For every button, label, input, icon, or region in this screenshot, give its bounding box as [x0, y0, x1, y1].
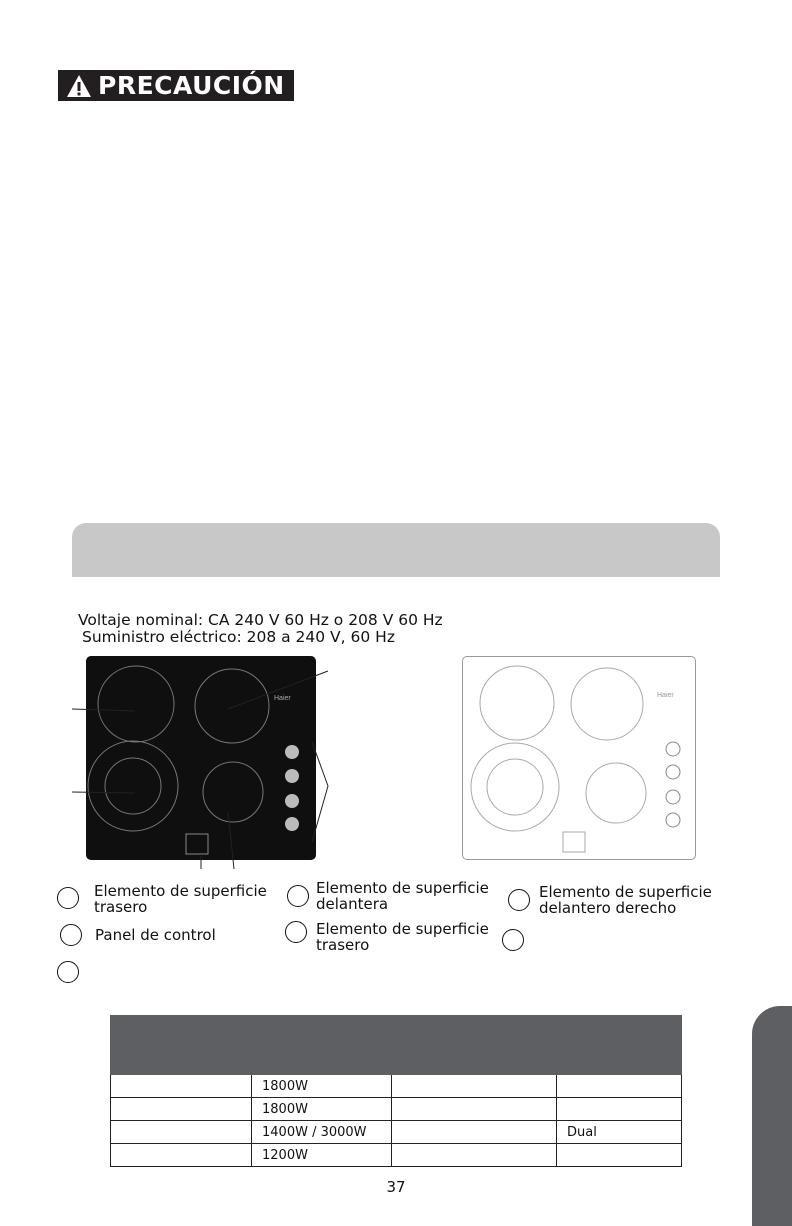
legend-item-2: Elemento de superficie delantera — [316, 879, 489, 913]
legend-item-1: Elemento de superficie trasero — [94, 882, 267, 916]
legend-marker-3 — [508, 889, 530, 911]
table-row: 1800W — [111, 1075, 682, 1098]
legend-marker-7 — [57, 961, 79, 983]
table-header — [111, 1016, 682, 1075]
rated-voltage: Voltaje nominal: CA 240 V 60 Hz o 208 V 60 Hz — [78, 611, 443, 629]
legend-marker-1 — [57, 887, 79, 909]
svg-text:Haier: Haier — [657, 692, 674, 699]
table-row: 1200W — [111, 1144, 682, 1167]
table-row: 1800W — [111, 1098, 682, 1121]
legend-marker-5 — [285, 921, 307, 943]
legend-marker-2 — [287, 885, 309, 907]
legend-item-4: Panel de control — [95, 926, 216, 944]
legend-item-3: Elemento de superficie delantero derecho — [539, 883, 712, 917]
table-row: 1400W / 3000W Dual — [111, 1121, 682, 1144]
page-number: 37 — [386, 1178, 406, 1196]
power-supply: Suministro eléctrico: 208 a 240 V, 60 Hz — [82, 628, 395, 646]
legend-item-5: Elemento de superficie trasero — [316, 920, 489, 954]
caution-title: PRECAUCIÓN — [98, 71, 285, 100]
legend-marker-6 — [502, 929, 524, 951]
brand-logo: Haier — [274, 695, 291, 702]
element-specs-table — [110, 1015, 682, 1167]
legend-marker-4 — [60, 924, 82, 946]
